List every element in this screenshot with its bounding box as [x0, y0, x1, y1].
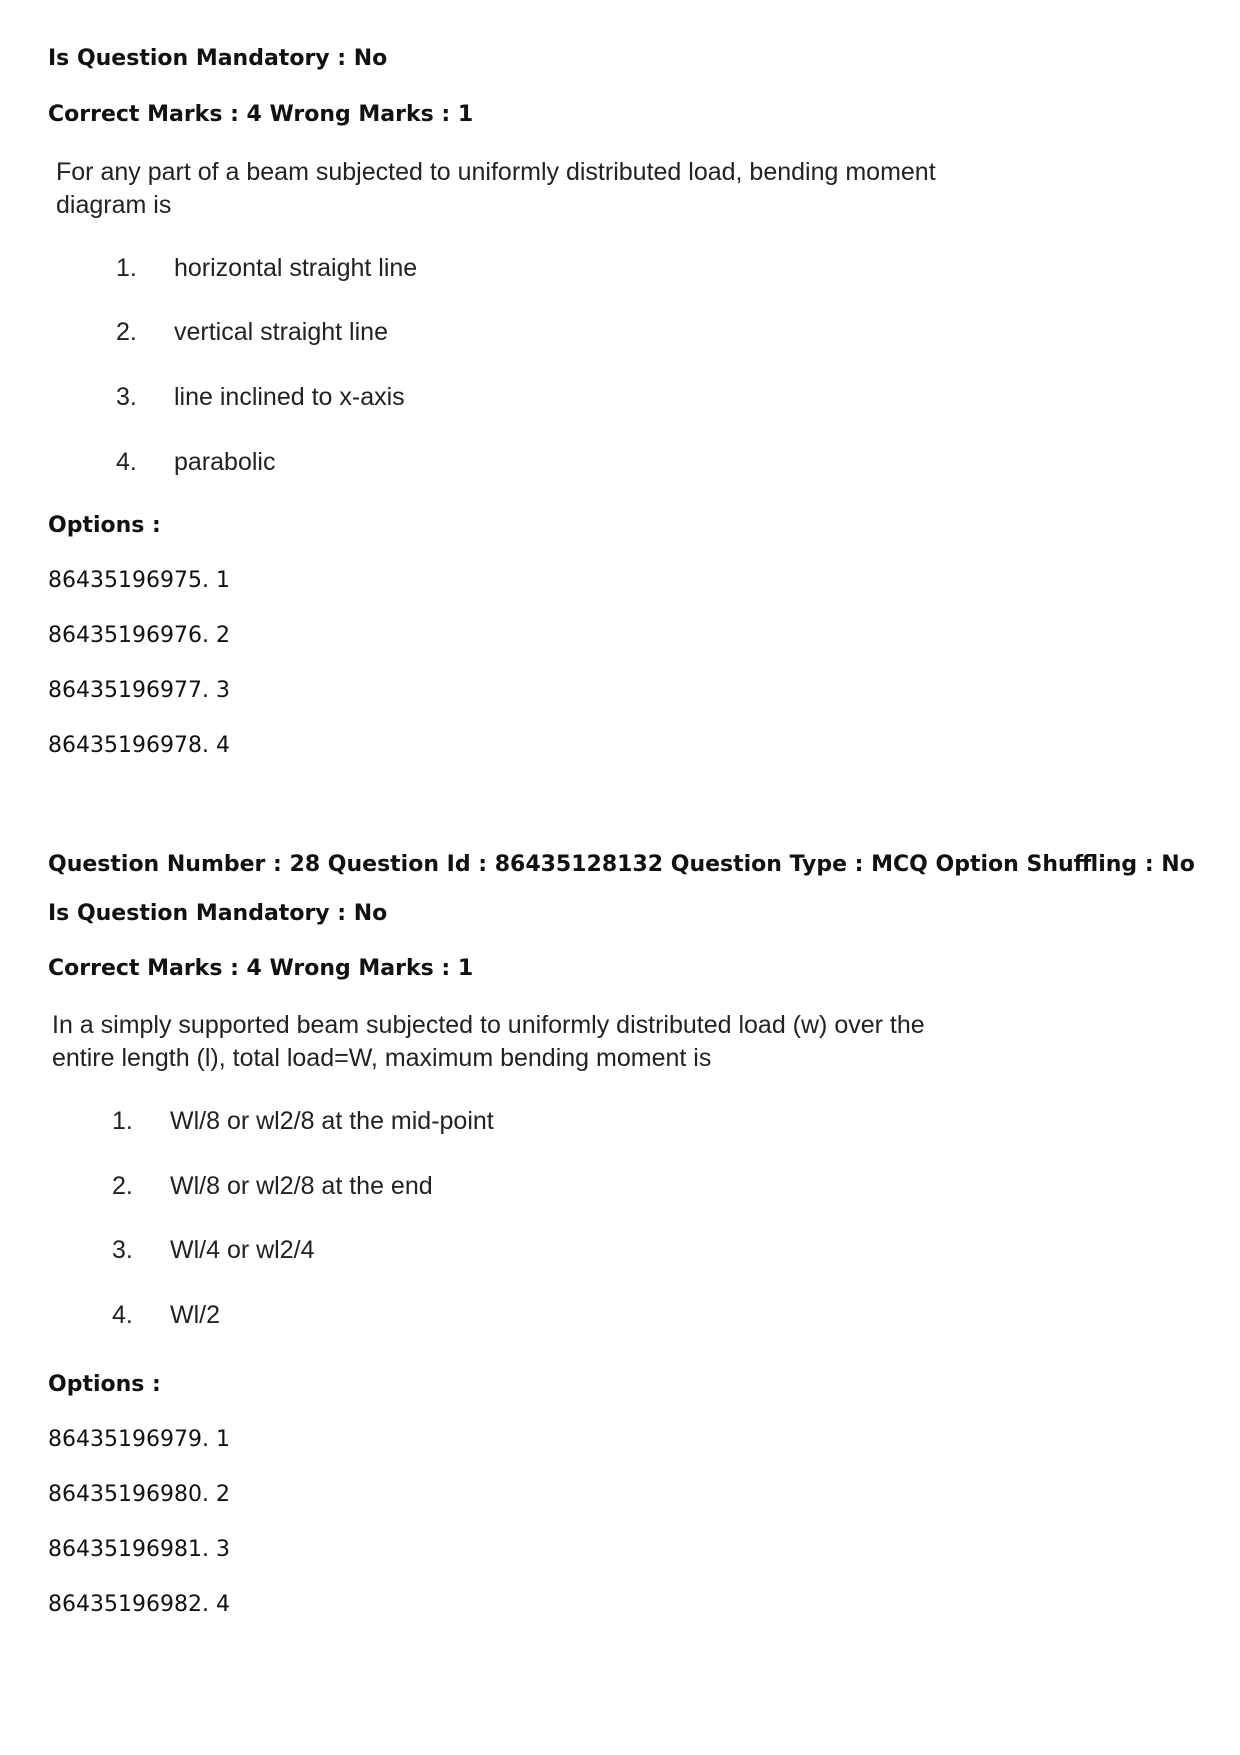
- mandatory-line: Is Question Mandatory : No: [48, 901, 388, 926]
- mandatory-line: Is Question Mandatory : No: [48, 46, 388, 71]
- choice-number: 2.: [112, 1172, 133, 1200]
- choice-text: parabolic: [174, 448, 276, 476]
- options-label: Options :: [48, 1372, 161, 1397]
- choice-text: horizontal straight line: [174, 254, 418, 282]
- marks-line: Correct Marks : 4 Wrong Marks : 1: [48, 956, 474, 981]
- question-stem-line1: For any part of a beam subjected to uniformly distributed load, bending moment: [56, 158, 936, 186]
- marks-line: Correct Marks : 4 Wrong Marks : 1: [48, 102, 474, 127]
- option-item: 86435196980. 2: [48, 1482, 230, 1507]
- choice-text: Wl/4 or wl2/4: [170, 1236, 315, 1264]
- choice-number: 4.: [116, 448, 137, 476]
- choice-number: 2.: [116, 318, 137, 346]
- option-item: 86435196982. 4: [48, 1592, 230, 1617]
- choice-number: 3.: [112, 1236, 133, 1264]
- choice-number: 4.: [112, 1301, 133, 1329]
- options-label: Options :: [48, 513, 161, 538]
- option-item: 86435196979. 1: [48, 1427, 230, 1452]
- choice-text: vertical straight line: [174, 318, 388, 346]
- choice-number: 3.: [116, 383, 137, 411]
- question-stem-line1: In a simply supported beam subjected to uniformly distributed load (w) over the: [52, 1011, 925, 1039]
- option-item: 86435196975. 1: [48, 568, 230, 593]
- question-stem-line2: entire length (l), total load=W, maximum bending moment is: [52, 1044, 712, 1072]
- question-header: Question Number : 28 Question Id : 86435128132 Question Type : MCQ Option Shuffling : No: [48, 852, 1195, 877]
- choice-number: 1.: [116, 254, 137, 282]
- choice-number: 1.: [112, 1107, 133, 1135]
- option-item: 86435196981. 3: [48, 1537, 230, 1562]
- option-item: 86435196976. 2: [48, 623, 230, 648]
- choice-text: line inclined to x-axis: [174, 383, 405, 411]
- question-stem-line2: diagram is: [56, 191, 172, 219]
- choice-text: Wl/8 or wl2/8 at the end: [170, 1172, 433, 1200]
- choice-text: Wl/8 or wl2/8 at the mid-point: [170, 1107, 494, 1135]
- option-item: 86435196978. 4: [48, 733, 230, 758]
- choice-text: Wl/2: [170, 1301, 220, 1329]
- option-item: 86435196977. 3: [48, 678, 230, 703]
